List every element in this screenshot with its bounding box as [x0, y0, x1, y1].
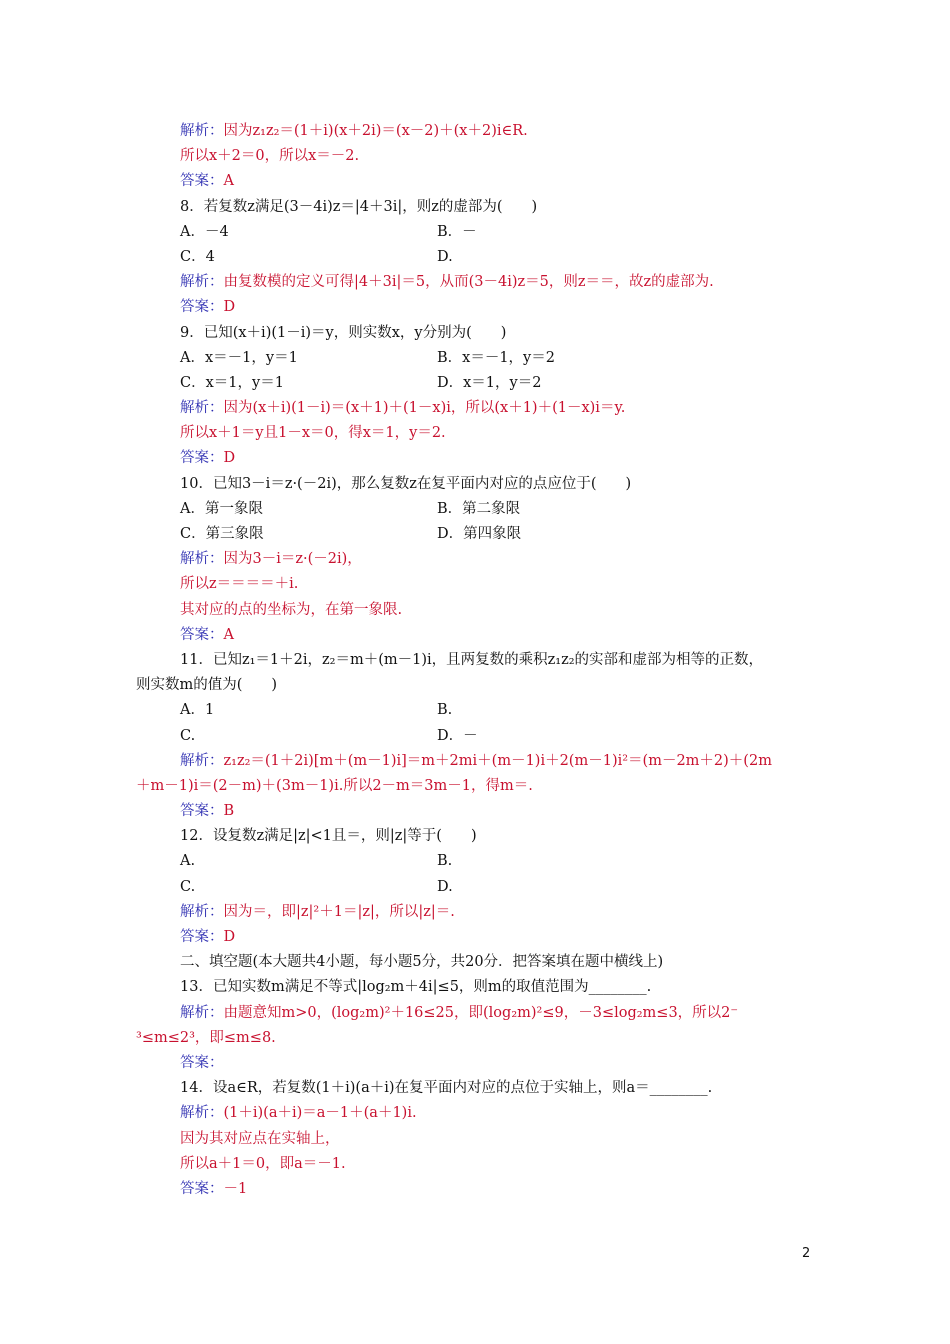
- question-line: [180, 472, 830, 497]
- options-row: [180, 849, 830, 874]
- solution-label: 解析：: [180, 752, 224, 769]
- solution-line: [180, 900, 830, 925]
- solution-label: 解析：: [180, 1105, 224, 1122]
- solution-line: [136, 774, 830, 799]
- answer-line: [180, 446, 830, 471]
- options-row: [180, 497, 830, 522]
- option-right: B．x＝－1，y＝2: [437, 349, 555, 366]
- option-right: D．第四象限: [437, 526, 522, 542]
- solution-text: 由复数模的定义可得|4＋3i|＝5，从而(3－4i)z＝5，则z＝＝，故z的虚部为.: [223, 274, 714, 291]
- question-line: [180, 950, 830, 975]
- question-line: [180, 1076, 830, 1101]
- question-text: 9．已知(x＋i)(1－i)＝y，则实数x，y分别为( ): [180, 324, 507, 341]
- options-row: [180, 220, 830, 245]
- answer-label: 答案：: [180, 626, 224, 643]
- question-line: [180, 824, 830, 849]
- question-text: 8．若复数z满足(3－4i)z＝|4＋3i|，则z的虚部为( ): [180, 198, 538, 215]
- option-left: C．x＝1，y＝1: [180, 374, 284, 391]
- question-text: 二、填空题(本大题共4小题，每小题5分，共20分．把答案填在题中横线上): [180, 954, 664, 971]
- answer-label: 答案：: [180, 450, 224, 467]
- option-left: A.: [180, 853, 196, 870]
- options-row: [180, 522, 830, 547]
- question-text: 11．已知z₁＝1＋2i，z₂＝m＋(m－1)i，且两复数的乘积z₁z₂的实部和虚部为相等的正数，: [180, 651, 764, 668]
- solution-line: [180, 144, 830, 169]
- solution-line: [180, 1001, 830, 1026]
- solution-line: [180, 1127, 830, 1152]
- solution-line: [180, 270, 830, 295]
- solution-text: 所以x＋2＝0，所以x＝－2.: [180, 148, 360, 165]
- solution-line: [180, 1101, 830, 1126]
- option-right: D.: [437, 248, 453, 265]
- answer-line: [180, 295, 830, 320]
- solution-label: 解析：: [180, 400, 224, 417]
- question-text: 14．设a∈R，若复数(1＋i)(a＋i)在复平面内对应的点位于实轴上，则a＝________.: [180, 1080, 713, 1097]
- solution-text: 所以a＋1＝0，即a＝－1.: [180, 1155, 346, 1172]
- question-line: [180, 195, 830, 220]
- solution-label: 解析：: [180, 551, 224, 568]
- solution-text: 其对应的点的坐标为，在第一象限.: [180, 601, 403, 618]
- solution-label: 解析：: [180, 1004, 224, 1021]
- answer-label: 答案：: [180, 1180, 224, 1197]
- option-left: A．－4: [180, 223, 229, 240]
- solution-line: [180, 598, 830, 623]
- solution-text: 因为(x＋i)(1－i)＝(x＋1)＋(1－x)i，所以(x＋1)＋(1－x)i＝y.: [223, 400, 626, 417]
- answer-line: [180, 1051, 830, 1076]
- answer-text: D: [223, 450, 236, 467]
- solution-text: ³≤m≤2³，即≤m≤8.: [136, 1029, 276, 1046]
- answer-label: 答案：: [180, 803, 224, 820]
- solution-text: (1＋i)(a＋i)＝a－1＋(a＋1)i.: [223, 1105, 417, 1122]
- answer-line: [180, 925, 830, 950]
- option-right: D.: [437, 878, 453, 895]
- solution-text: 因为z₁z₂＝(1＋i)(x＋2i)＝(x－2)＋(x＋2)i∈R.: [223, 123, 528, 139]
- solution-line: [180, 547, 830, 572]
- question-line: [180, 321, 830, 346]
- option-right: D．x＝1，y＝2: [437, 374, 542, 391]
- solution-text: 因为其对应点在实轴上，: [180, 1130, 340, 1147]
- answer-text: A: [223, 626, 234, 643]
- answer-text: D: [223, 299, 236, 316]
- solution-line: [180, 749, 830, 774]
- document-body: [136, 119, 830, 1202]
- option-left: A．x＝－1，y＝1: [180, 349, 298, 366]
- solution-line: [136, 1026, 830, 1051]
- solution-label: 解析：: [180, 123, 224, 139]
- options-row: [180, 245, 830, 270]
- solution-text: ＋m－1)i＝(2－m)＋(3m－1)i.所以2－m＝3m－1，得m＝.: [136, 777, 533, 794]
- answer-text: A: [223, 173, 234, 190]
- option-left: A．1: [180, 702, 215, 719]
- option-right: B.: [437, 853, 453, 870]
- solution-text: 因为＝，即|z|²＋1＝|z|，所以|z|＝.: [223, 903, 455, 920]
- solution-label: 解析：: [180, 903, 224, 920]
- options-row: [180, 698, 830, 723]
- solution-line: [180, 572, 830, 597]
- solution-text: 因为3－i＝z·(－2i)，: [223, 551, 362, 568]
- question-line: [180, 648, 830, 673]
- option-left: C．4: [180, 248, 215, 265]
- question-text: 则实数m的值为( ): [136, 677, 278, 694]
- question-text: 10．已知3－i＝z·(－2i)，那么复数z在复平面内对应的点应位于( ): [180, 475, 632, 492]
- solution-line: [180, 396, 830, 421]
- answer-line: [180, 1177, 830, 1202]
- option-right: D．－: [437, 727, 478, 744]
- solution-text: 由题意知m>0，(log₂m)²＋16≤25，即(log₂m)²≤9，－3≤log₂m≤3，所以2⁻: [223, 1004, 739, 1021]
- solution-line: [180, 1152, 830, 1177]
- solution-text: z₁z₂＝(1＋2i)[m＋(m－1)i]＝m＋2mi＋(m－1)i＋2(m－1)i²＝(m－2m＋2)＋(2m: [223, 752, 772, 769]
- options-row: [180, 371, 830, 396]
- option-right: B.: [437, 702, 453, 719]
- question-text: 12．设复数z满足|z|<1且＝，则|z|等于( ): [180, 828, 477, 845]
- solution-line: [180, 421, 830, 446]
- option-right: B．第二象限: [437, 500, 521, 517]
- solution-line: [180, 119, 830, 144]
- answer-line: [180, 623, 830, 648]
- answer-label: 答案：: [180, 929, 224, 945]
- question-text: 13．已知实数m满足不等式|log₂m＋4i|≤5，则m的取值范围为________.: [180, 979, 652, 996]
- solution-text: 所以z＝＝＝＝＋i.: [180, 576, 299, 593]
- option-left: C.: [180, 878, 196, 895]
- options-row: [180, 346, 830, 371]
- answer-text: B: [223, 803, 235, 820]
- solution-label: 解析：: [180, 274, 224, 291]
- page-number: 2: [802, 1246, 811, 1261]
- solution-text: 所以x＋1＝y且1－x＝0，得x＝1，y＝2.: [180, 425, 446, 442]
- options-row: [180, 875, 830, 900]
- option-right: B．－: [437, 223, 477, 240]
- option-left: C.: [180, 727, 196, 744]
- option-left: C．第三象限: [180, 526, 264, 542]
- answer-text: －1: [223, 1180, 248, 1197]
- option-left: A．第一象限: [180, 500, 263, 517]
- question-line: [136, 673, 830, 698]
- answer-line: [180, 799, 830, 824]
- answer-label: 答案：: [180, 299, 224, 316]
- options-row: [180, 724, 830, 749]
- answer-text: D: [223, 929, 236, 945]
- answer-label: 答案：: [180, 173, 224, 190]
- answer-line: [180, 169, 830, 194]
- question-line: [180, 975, 830, 1000]
- answer-label: 答案：: [180, 1054, 224, 1071]
